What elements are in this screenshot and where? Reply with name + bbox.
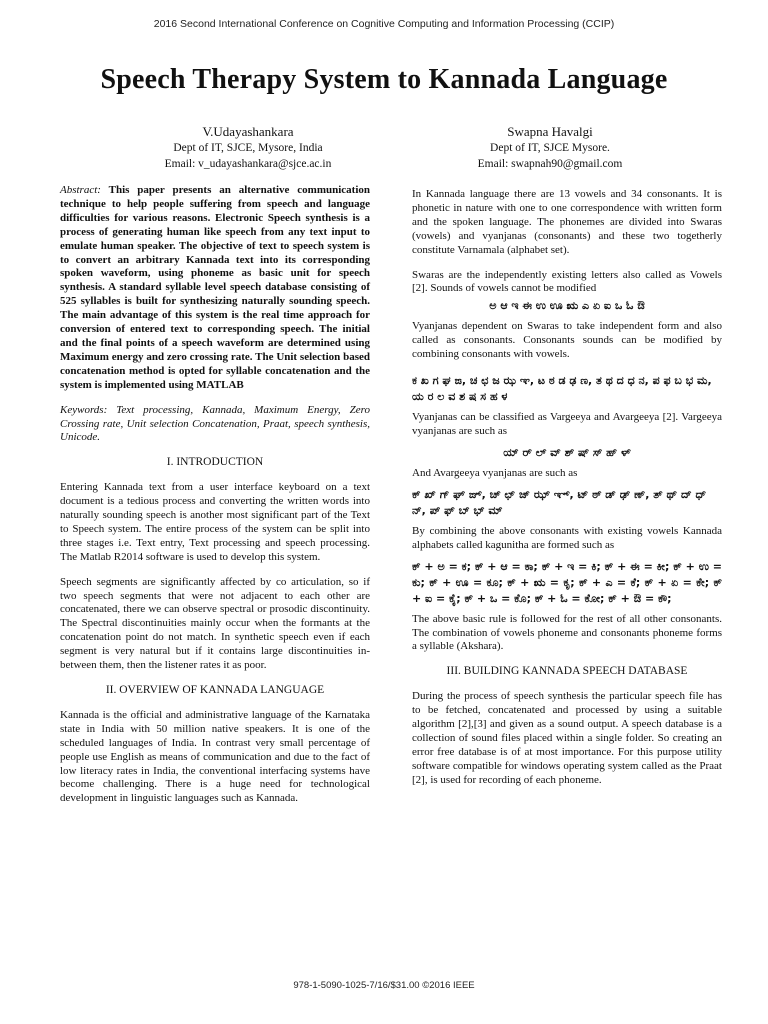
left-column — [60, 184, 370, 817]
abstract-text: This paper presents an alternative communication technique to help people suffering from speech and language difficulties for various reasons. Electronic Speech synthesis is a process of generating human like speech from any text input to emulate human speaker. The objective of text to speech system is to convert an arbitrary Kannada text into its corresponding spoken waveform, using phoneme as basic unit for speech synthesis. A standard syllable level speech database consisting of 525 syllables is built for synthesizing naturally sounding speech. The main advantage of this system is the real time approach for conversion of entered text to corresponding speech. The initial and the final points of a speech waveform are determined using Maximum energy and zero crossing rate. The Unit selection based concatenation method is opted for syllable concatenation and the system is implemented using MATLAB — [60, 184, 370, 391]
author-dept: Dept of IT, SJCE, Mysore, India — [173, 142, 323, 154]
author-email: Email: swapnah90@gmail.com — [477, 158, 623, 170]
author-dept: Dept of IT, SJCE Mysore. — [490, 142, 610, 154]
author-block-1 — [98, 124, 398, 172]
kannada-consonants: ಕ ಖ ಗ ಘ ಙ, ಚ ಛ ಜ ಝ ಞ, ಟ ಠ ಡ ಢ ಣ, ತ ಥ ದ ಧ ನ, ಪ ಫ ಬ ಭ ಮ, ಯ ರ ಲ ವ ಶ ಷ ಸ ಹ ಳ — [412, 374, 712, 404]
overview-paragraph-8: The above basic rule is followed for the rest of all other consonants. The combination of vowels phoneme and consonants phoneme forms a syllable (Akshara). — [412, 612, 722, 653]
keywords: Keywords: Text processing, Kannada, Maximum Energy, Zero Crossing rate, Unit selection Concatenation, Praat, speech synthesis, Unicode. — [60, 403, 370, 444]
author-name: Swapna Havalgi — [507, 124, 593, 139]
overview-paragraph-2: In Kannada language there are 13 vowels and 34 consonants. It is phonetic in nature with one to one correspondence with written form and the spoken language. The phonemes are divided into Swaras (vowels) and vyanjanas (consonants) and these two togetherly constitute Varnamala (alphabet set). — [412, 188, 722, 256]
paper-title: Speech Therapy System to Kannada Language — [100, 64, 668, 95]
overview-paragraph-6: And Avargeeya vyanjanas are such as — [412, 466, 578, 479]
database-paragraph-1: During the process of speech synthesis the particular speech file has to be fetched, concatenated and processed by using a suitable algorithm [2],[3] and given as a sound output. A speech database is a collection of sound files placed within a single folder. So creating an error free database is of at most importance. For this purpose utility software compatible for windows operating system called as the Praat [2], is used for recording of each phoneme. — [412, 690, 722, 786]
section-heading-overview: II. OVERVIEW OF KANNADA LANGUAGE — [105, 684, 325, 696]
copyright-footer: 978-1-5090-1025-7/16/$31.00 ©2016 IEEE — [293, 980, 475, 991]
kannada-kagunitha: ಕ್ + ಅ = ಕ; ಕ್ + ಆ = ಕಾ; ಕ್ + ಇ = ಕಿ; ಕ್ + ಈ = ಕೀ; ಕ್ + ಉ = ಕು; ಕ್ + ಊ = ಕೂ; ಕ್ + ಋ = ಕೃ; ಕ್ + ಎ = ಕೆ; ಕ್ + ಏ = ಕೇ; ಕ್ + ಐ = ಕೈ; ಕ್ + ಒ = ಕೊ; ಕ್ + ಓ = ಕೋ; ಕ್ + ಔ = ಕೌ; — [412, 559, 722, 605]
section-heading-introduction: I. INTRODUCTION — [166, 456, 264, 469]
section-heading-database: III. BUILDING KANNADA SPEECH DATABASE — [446, 665, 688, 678]
intro-paragraph-1: Entering Kannada text from a user interface keyboard on a text document is a tedious process and converting the written words into naturally sounding speech is another most significant part of the Text to Speech system. The entire process of the system can be split into three stages i.e. Text entry, Text processing and speech processing. The Matlab R2014 software is used to develop this system. — [60, 481, 370, 563]
kannada-vargeeya: ಯ್ ರ್ ಲ್ ವ್ ಶ್ ಷ್ ಸ್ ಹ್ ಳ್ — [503, 445, 631, 459]
overview-paragraph-3: Swaras are the independently existing letters also called as Vowels [2]. Sounds of vowels cannot be modified — [412, 268, 722, 295]
overview-paragraph-5: Vyanjanas can be classified as Vargeeya and Avargeeya [2]. Vargeeya vyanjanas are such as — [412, 411, 722, 437]
overview-paragraph-1: Kannada is the official and administrative language of the Karnataka state in India with 50 million native speakers. It is one of the scheduled languages of India. In contrast very small percentage of people use English as means of communication and due to the fact of low literacy rates in India, the conventional interfacing systems have become challenging. There is a huge need for technological development in linguistic languages such as Kannada. — [60, 708, 370, 805]
author-name: V.Udayashankara — [202, 124, 294, 139]
abstract — [60, 184, 370, 393]
conference-header: 2016 Second International Conference on Cognitive Computing and Information Processing (CCIP) — [153, 18, 615, 30]
overview-paragraph-4: Vyanjanas dependent on Swaras to take independent form and also called as consonants. Consonants sounds can be modified by combining consonants with vowels. — [412, 320, 722, 361]
abstract-label: Abstract: — [60, 184, 101, 196]
author-block-2 — [400, 124, 700, 172]
overview-paragraph-7: By combining the above consonants with existing vowels Kannada alphabets called kagunitha are formed such as — [412, 524, 722, 551]
intro-paragraph-2: Speech segments are significantly affected by co articulation, so if two speech segments that were not adjacent to each other are concatenated, there we can observe spectral or prosodic discontinuity. The Spectral discontinuities mainly occur when the formants at the concatenation point do not match. In synthetic speech even if each segment is very natural but if it contains large discontinuities in-between them, then the listener rates it as poor. — [60, 575, 370, 672]
kannada-vowels: ಅ ಆ ಇ ಈ ಉ ಊ ಋ ಎ ಏ ಐ ಒ ಓ ಔ — [489, 299, 645, 313]
kannada-avargeeya: ಕ್ ಖ್ ಗ್ ಘ್ ಙ್, ಚ್ ಛ್ ಜ್ ಝ್ ಞ್, ಟ್ ಠ್ ಡ್ ಢ್ ಣ್, ತ್ ಥ್ ದ್ ಧ್ ನ್, ಪ್ ಫ್ ಬ್ ಭ್ ಮ್ — [412, 487, 707, 517]
author-email: Email: v_udayashankara@sjce.ac.in — [164, 158, 332, 170]
right-column — [412, 188, 722, 799]
